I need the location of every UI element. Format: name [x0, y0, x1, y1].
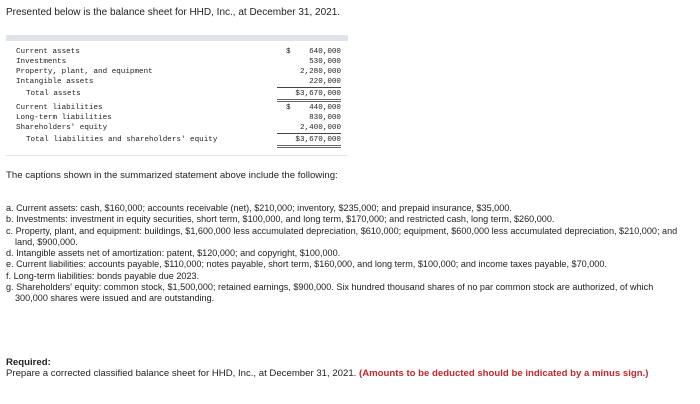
list-item: f. Long-term liabilities: bonds payable due 2023. — [6, 270, 200, 281]
list-item: g. Shareholders' equity: common stock, $1,500,000; retained earnings, $900,000. Six hundred thousand shares of no par common stock are authorized, of which 300,000 shares were issued and are outstanding. — [6, 282, 654, 304]
table-row — [16, 67, 341, 77]
table-row-total — [16, 89, 341, 99]
list-item: b. Investments: investment in equity securities, short term, $100,000, and long term, $170,000; and restricted cash, long term, $260,000. — [6, 214, 555, 225]
caption-text: The captions shown in the summarized statement above include the following: — [6, 170, 338, 181]
row-amount: $3,670,000 — [277, 89, 341, 102]
row-amount: $3,670,000 — [277, 135, 341, 148]
row-label: Total assets — [26, 90, 81, 98]
table-row — [16, 47, 341, 57]
row-label: Intangible assets — [16, 78, 94, 86]
balance-sheet-table — [6, 35, 348, 156]
intro-text: Presented below is the balance sheet for HHD, Inc., at December 31, 2021. — [6, 7, 341, 18]
row-amount: 440,000 — [309, 104, 341, 112]
caption-details-list — [6, 203, 686, 305]
row-label: Shareholders' equity — [16, 124, 108, 132]
dollar-sign: $ — [286, 48, 291, 56]
row-amount: 2,280,000 — [299, 68, 341, 76]
table-row — [16, 123, 341, 133]
required-instructions — [6, 368, 666, 380]
table-row — [16, 57, 341, 67]
dollar-sign: $ — [286, 104, 291, 112]
row-label: Long-term liabilities — [16, 114, 112, 122]
row-amount: 220,000 — [277, 77, 341, 88]
row-amount: 2,400,000 — [277, 123, 341, 134]
row-label: Property, plant, and equipment — [16, 68, 153, 76]
list-item: c. Property, plant, and equipment: buildings, $1,600,000 less accumulated depreciation, $610,000; equipment, $600,000 less accumulated depreciation, $210,000; and land, $900,000. — [6, 225, 678, 247]
required-note: (Amounts to be deducted should be indicated by a minus sign.) — [359, 368, 649, 379]
required-text: Prepare a corrected classified balance sheet for HHD, Inc., at December 31, 2021. — [6, 368, 357, 379]
row-amount: 830,000 — [309, 114, 341, 122]
row-label: Total liabilities and shareholders' equity — [26, 136, 218, 144]
row-amount: 530,000 — [309, 58, 341, 66]
row-label: Current liabilities — [16, 104, 103, 112]
row-label: Current assets — [16, 48, 80, 56]
table-row — [16, 113, 341, 123]
required-heading: Required: — [6, 357, 51, 368]
table-row — [16, 103, 341, 113]
table-row — [16, 77, 341, 87]
list-item: d. Intangible assets net of amortization: patent, $120,000; and copyright, $100,000. — [6, 248, 341, 259]
row-label: Investments — [16, 58, 67, 66]
list-item: e. Current liabilities: accounts payable, $110,000; notes payable, short term, $160,000, and long term, $100,000; and income taxes payable, $70,000. — [6, 259, 607, 270]
list-item: a. Current assets: cash, $160,000; accounts receivable (net), $210,000; inventory, $235,000; and prepaid insurance, $35,000. — [6, 203, 512, 213]
row-amount: 640,000 — [309, 48, 341, 56]
table-row-total — [16, 135, 341, 145]
